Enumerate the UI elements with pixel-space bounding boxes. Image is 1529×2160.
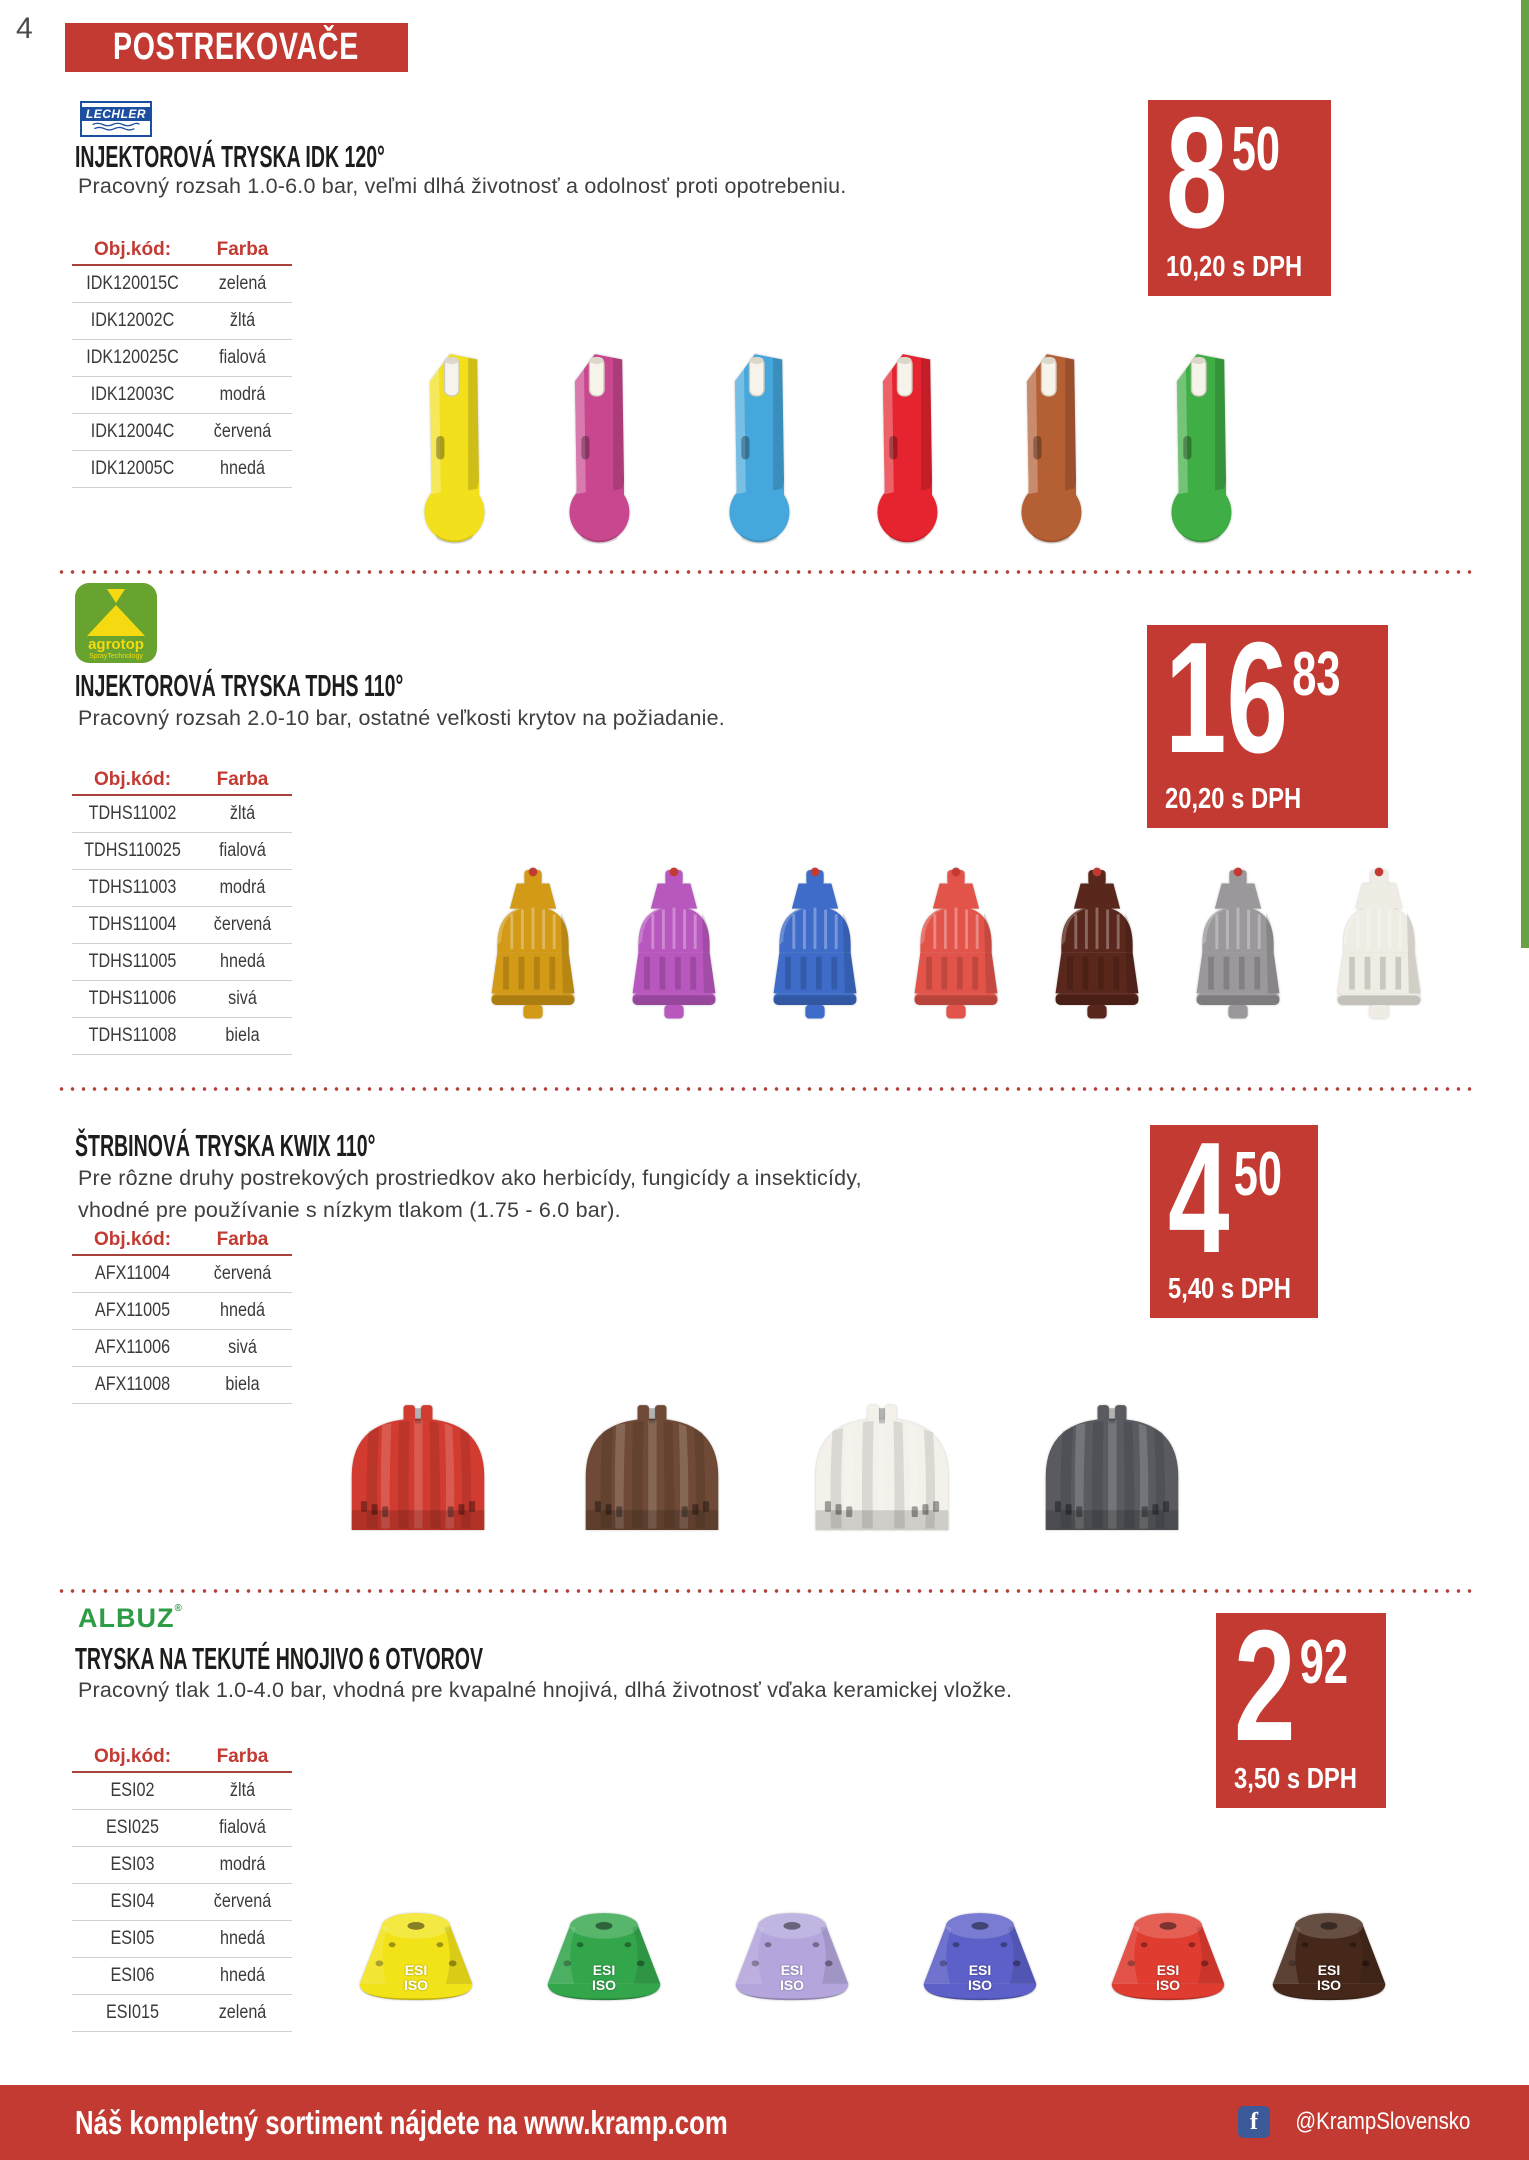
- brand-logo-agrotop-sub: SprayTechnology: [89, 653, 143, 660]
- product-image-kwix: [802, 1368, 962, 1558]
- price-euros: 4: [1168, 1110, 1230, 1286]
- table-row: [72, 796, 292, 833]
- product-image-esi: [916, 1884, 1044, 2036]
- product-color-cell: modrá: [219, 1854, 266, 1875]
- product-color-cell: žltá: [229, 803, 256, 824]
- table-header-code: Obj.kód:: [93, 769, 172, 790]
- product-image-esi: [1265, 1884, 1393, 2036]
- spec-table: [72, 1743, 292, 2032]
- product-code-cell: IDK12004C: [90, 421, 175, 442]
- product-label: ESI ISO: [967, 1962, 993, 1994]
- table-row: [72, 870, 292, 907]
- price-vat: 3,50 s DPH: [1234, 1763, 1357, 1795]
- brand-logo-albuz-text: ALBUZ: [78, 1603, 175, 1633]
- product-color-cell: modrá: [219, 384, 266, 405]
- table-header-color: Farba: [216, 769, 269, 790]
- product-label: ESI ISO: [1316, 1962, 1342, 1994]
- product-color-cell: červená: [213, 914, 272, 935]
- product-image-esi: [540, 1884, 668, 2036]
- product-title: INJEKTOROVÁ TRYSKA TDHS 110°: [75, 668, 404, 703]
- price-cents: 83: [1292, 640, 1341, 709]
- product-color-cell: hnedá: [220, 951, 265, 972]
- product-image-idk: [1142, 345, 1250, 545]
- product-color-cell: fialová: [219, 1817, 266, 1838]
- product-color-cell: biela: [225, 1374, 260, 1395]
- product-color-cell: červená: [213, 1891, 272, 1912]
- product-image-idk: [540, 345, 648, 545]
- brand-logo-lechler: [80, 101, 152, 137]
- product-code-cell: TDHS11005: [88, 951, 177, 972]
- product-color-cell: červená: [213, 1263, 272, 1284]
- product-image-kwix: [1032, 1368, 1192, 1558]
- table-header: [72, 766, 292, 796]
- product-code-cell: ESI04: [110, 1891, 155, 1912]
- table-row: [72, 1847, 292, 1884]
- product-color-cell: fialová: [219, 347, 266, 368]
- product-image-idk: [395, 345, 503, 545]
- table-header-code: Obj.kód:: [93, 239, 172, 260]
- facebook-icon[interactable]: f: [1238, 2106, 1270, 2138]
- product-image-esi: [1104, 1884, 1232, 2036]
- product-description: Pracovný rozsah 1.0-6.0 bar, veľmi dlhá životnosť a odolnosť proti opotrebeniu.: [78, 174, 847, 198]
- table-row: [72, 981, 292, 1018]
- product-color-cell: červená: [213, 421, 272, 442]
- product-image-tdhs: [1185, 863, 1291, 1039]
- brand-logo-albuz: [78, 1603, 183, 1634]
- price-euros: 2: [1234, 1598, 1296, 1774]
- table-header: [72, 1743, 292, 1773]
- table-header: [72, 236, 292, 266]
- table-row: [72, 1995, 292, 2032]
- product-image-tdhs: [621, 863, 727, 1039]
- product-image-idk: [700, 345, 808, 545]
- table-header-color: Farba: [216, 239, 269, 260]
- product-label: ESI ISO: [403, 1962, 429, 1994]
- table-row: [72, 451, 292, 488]
- product-description: Pracovný rozsah 2.0-10 bar, ostatné veľkosti krytov na požiadanie.: [78, 706, 725, 730]
- product-color-cell: sivá: [228, 988, 257, 1009]
- product-code-cell: ESI03: [110, 1854, 155, 1875]
- product-code-cell: IDK12003C: [90, 384, 175, 405]
- product-code-cell: TDHS11008: [88, 1025, 177, 1046]
- price-number: [1168, 1110, 1282, 1286]
- product-code-cell: AFX11004: [94, 1263, 171, 1284]
- price-badge: [1216, 1598, 1386, 1808]
- dotted-divider: [56, 569, 1474, 575]
- facebook-handle[interactable]: @KrampSlovensko: [1295, 2108, 1471, 2135]
- product-image-tdhs: [1326, 863, 1432, 1039]
- product-image-tdhs: [1044, 863, 1150, 1039]
- product-label: ESI ISO: [779, 1962, 805, 1994]
- table-row: [72, 266, 292, 303]
- product-code-cell: AFX11005: [94, 1300, 171, 1321]
- product-image-esi: [728, 1884, 856, 2036]
- product-image-tdhs: [762, 863, 868, 1039]
- dotted-divider: [56, 1588, 1474, 1594]
- table-row: [72, 1884, 292, 1921]
- product-color-cell: hnedá: [220, 1965, 265, 1986]
- table-row: [72, 833, 292, 870]
- product-description: Pre rôzne druhy postrekových prostriedkov ako herbicídy, fungicídy a insekticídy,: [78, 1166, 862, 1190]
- table-row: [72, 1810, 292, 1847]
- table-row: [72, 377, 292, 414]
- table-header: [72, 1226, 292, 1256]
- product-color-cell: hnedá: [220, 1300, 265, 1321]
- table-header-code: Obj.kód:: [93, 1746, 172, 1767]
- table-header-color: Farba: [216, 1746, 269, 1767]
- table-row: [72, 1921, 292, 1958]
- price-euros: 8: [1166, 85, 1228, 261]
- product-code-cell: TDHS110025: [84, 840, 181, 861]
- product-code-cell: IDK12005C: [90, 458, 175, 479]
- product-code-cell: ESI015: [106, 2002, 159, 2023]
- table-row: [72, 1367, 292, 1404]
- product-label: ESI ISO: [591, 1962, 617, 1994]
- footer-text[interactable]: Náš kompletný sortiment nájdete na www.kramp.com: [75, 2103, 728, 2141]
- table-row: [72, 414, 292, 451]
- product-code-cell: ESI06: [110, 1965, 155, 1986]
- banner-title: POSTREKOVAČE: [113, 26, 360, 68]
- registered-mark: ®: [174, 1603, 183, 1614]
- price-cents: 50: [1231, 115, 1280, 184]
- table-row: [72, 1958, 292, 1995]
- product-image-tdhs: [480, 863, 586, 1039]
- table-header-color: Farba: [216, 1229, 269, 1250]
- section-banner: [65, 23, 408, 72]
- product-color-cell: žltá: [229, 310, 256, 331]
- product-title: ŠTRBINOVÁ TRYSKA KWIX 110°: [75, 1128, 376, 1163]
- product-image-idk: [848, 345, 956, 545]
- product-code-cell: AFX11008: [94, 1374, 171, 1395]
- product-image-kwix: [572, 1368, 732, 1558]
- product-color-cell: modrá: [219, 877, 266, 898]
- price-vat: 20,20 s DPH: [1165, 783, 1302, 815]
- product-color-cell: zelená: [218, 273, 267, 294]
- table-row: [72, 944, 292, 981]
- product-color-cell: sivá: [228, 1337, 257, 1358]
- table-row: [72, 907, 292, 944]
- product-color-cell: hnedá: [220, 1928, 265, 1949]
- product-code-cell: TDHS11003: [88, 877, 177, 898]
- product-code-cell: ESI02: [110, 1780, 155, 1801]
- table-row: [72, 1293, 292, 1330]
- product-title: INJEKTOROVÁ TRYSKA IDK 120°: [75, 139, 385, 174]
- green-edge-bar: [1521, 0, 1529, 948]
- price-badge: [1147, 610, 1388, 828]
- product-image-tdhs: [903, 863, 1009, 1039]
- product-code-cell: ESI05: [110, 1928, 155, 1949]
- table-row: [72, 1773, 292, 1810]
- product-image-idk: [992, 345, 1100, 545]
- product-title: TRYSKA NA TEKUTÉ HNOJIVO 6 OTVOROV: [75, 1641, 484, 1676]
- product-image-kwix: [338, 1368, 498, 1558]
- table-row: [72, 340, 292, 377]
- brand-logo-agrotop-text: agrotop: [88, 636, 144, 653]
- price-vat: 5,40 s DPH: [1168, 1273, 1291, 1305]
- product-code-cell: IDK120015C: [86, 273, 179, 294]
- product-code-cell: TDHS11002: [88, 803, 177, 824]
- dotted-divider: [56, 1086, 1474, 1092]
- product-description: Pracovný tlak 1.0-4.0 bar, vhodná pre kvapalné hnojivá, dlhá životnosť vďaka keramickej vložke.: [78, 1678, 1013, 1702]
- table-row: [72, 303, 292, 340]
- product-color-cell: hnedá: [220, 458, 265, 479]
- product-code-cell: TDHS11006: [88, 988, 177, 1009]
- spec-table: [72, 1226, 292, 1404]
- product-code-cell: IDK120025C: [86, 347, 179, 368]
- page-number: 4: [16, 12, 33, 45]
- spec-table: [72, 766, 292, 1055]
- spec-table: [72, 236, 292, 488]
- product-color-cell: žltá: [229, 1780, 256, 1801]
- price-badge: [1148, 85, 1331, 296]
- table-row: [72, 1256, 292, 1293]
- price-vat: 10,20 s DPH: [1166, 251, 1303, 283]
- price-number: [1165, 610, 1341, 786]
- brand-logo-agrotop: [75, 583, 157, 663]
- product-code-cell: TDHS11004: [88, 914, 177, 935]
- price-cents: 92: [1299, 1628, 1348, 1697]
- product-code-cell: ESI025: [106, 1817, 159, 1838]
- product-label: ESI ISO: [1155, 1962, 1181, 1994]
- price-cents: 50: [1233, 1140, 1282, 1209]
- table-row: [72, 1018, 292, 1055]
- price-badge: [1150, 1110, 1318, 1318]
- price-number: [1234, 1598, 1348, 1774]
- product-code-cell: AFX11006: [94, 1337, 171, 1358]
- table-row: [72, 1330, 292, 1367]
- lechler-waves-icon: [88, 122, 144, 132]
- price-number: [1166, 85, 1280, 261]
- brand-logo-lechler-text: LECHLER: [82, 107, 150, 121]
- table-header-code: Obj.kód:: [93, 1229, 172, 1250]
- product-code-cell: IDK12002C: [90, 310, 175, 331]
- product-image-esi: [352, 1884, 480, 2036]
- price-euros: 16: [1165, 610, 1289, 786]
- product-color-cell: zelená: [218, 2002, 267, 2023]
- product-description: vhodné pre používanie s nízkym tlakom (1.75 - 6.0 bar).: [78, 1198, 621, 1222]
- facebook-group[interactable]: [1238, 2106, 1486, 2138]
- product-color-cell: fialová: [219, 840, 266, 861]
- product-color-cell: biela: [225, 1025, 260, 1046]
